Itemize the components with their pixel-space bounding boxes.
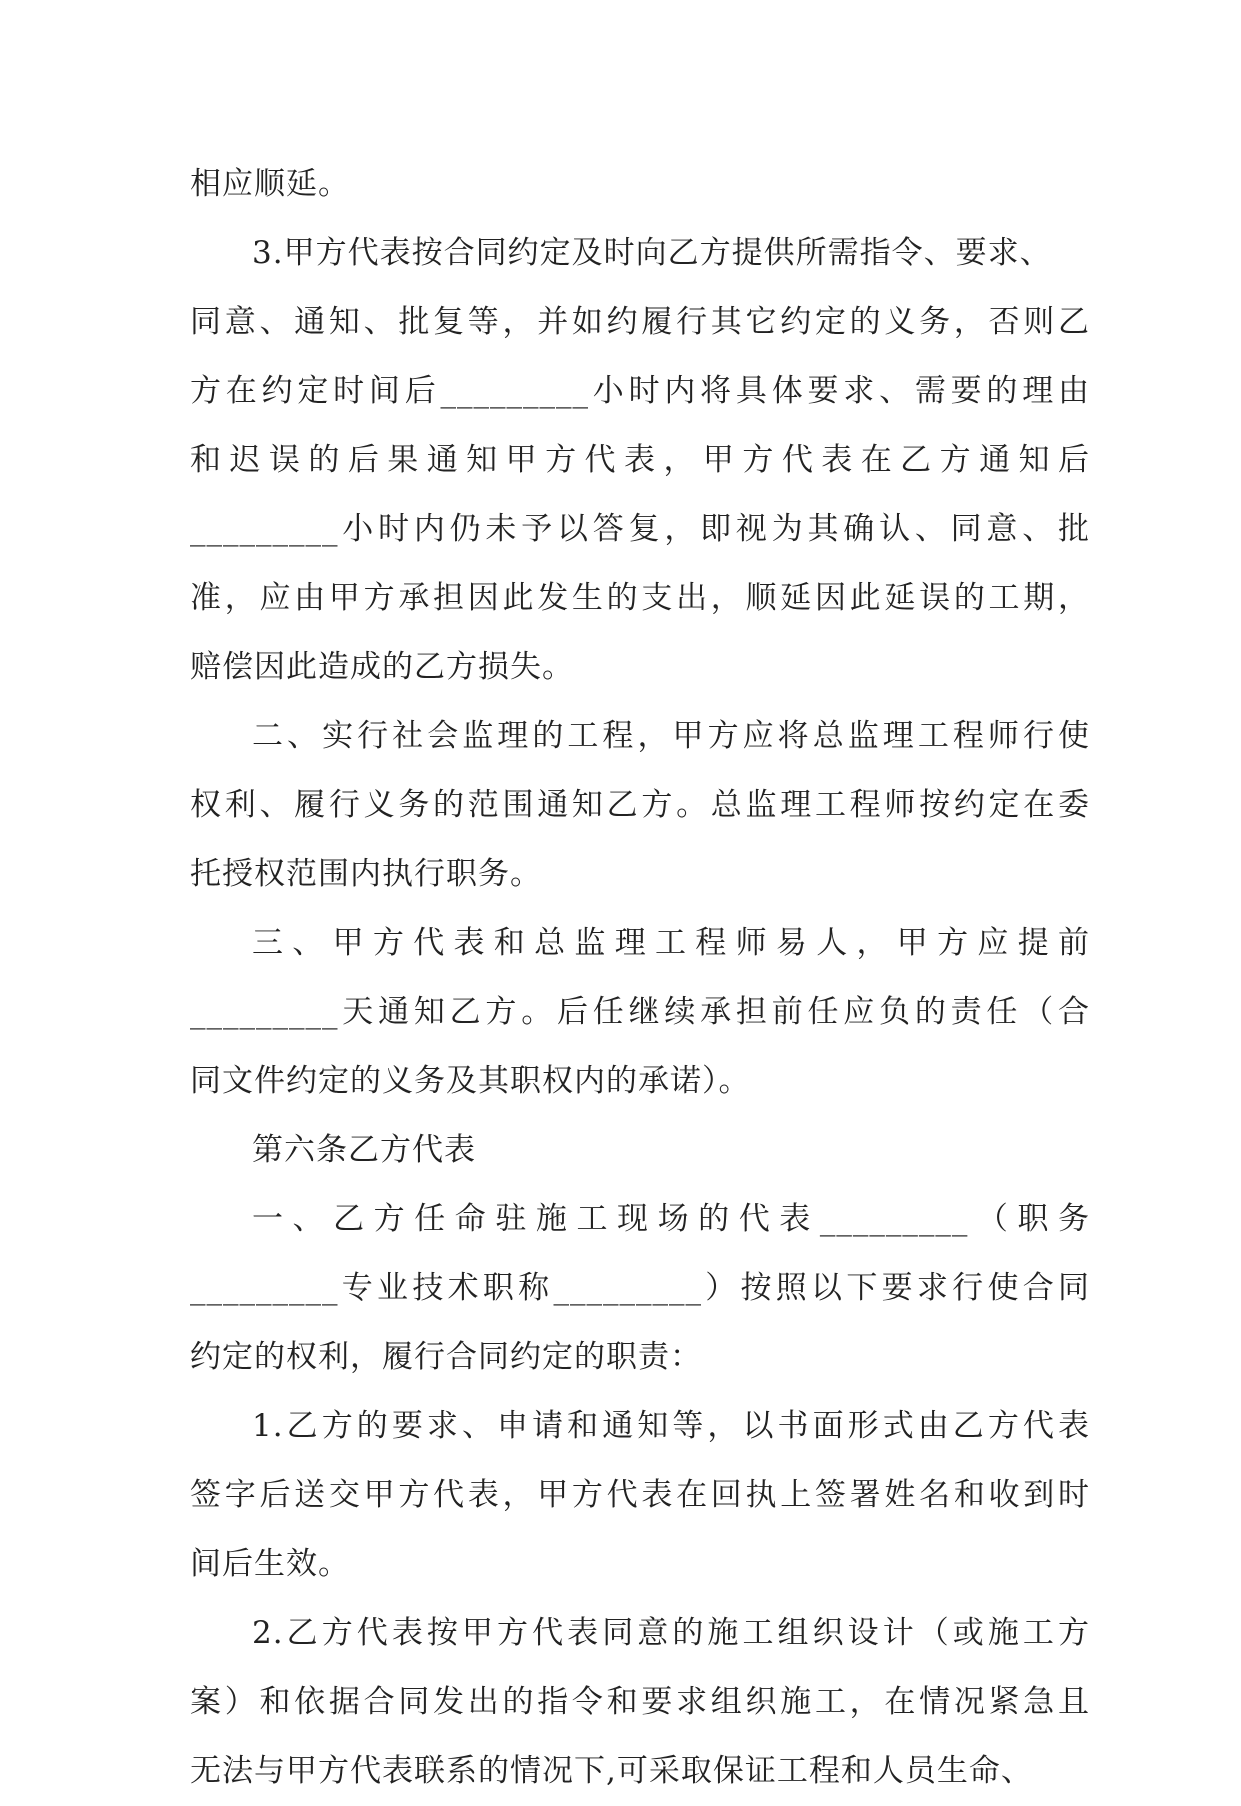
text-line: _________天通知乙方。后任继续承担前任应负的责任（合	[190, 994, 1090, 1030]
text-line: 约定的权利，履行合同约定的职责：	[190, 1339, 702, 1375]
text-line: 权利、履行义务的范围通知乙方。总监理工程师按约定在委	[190, 787, 1090, 823]
text-line: 无法与甲方代表联系的情况下,可采取保证工程和人员生命、	[190, 1753, 1033, 1789]
text-line: 案）和依据合同发出的指令和要求组织施工，在情况紧急且	[190, 1684, 1090, 1720]
text-line: 同意、通知、批复等，并如约履行其它约定的义务，否则乙	[190, 304, 1090, 340]
text-line: 第六条乙方代表	[252, 1132, 476, 1168]
text-line: 三、甲方代表和总监理工程师易人，甲方应提前	[252, 925, 1090, 961]
text-line: 签字后送交甲方代表，甲方代表在回执上签署姓名和收到时	[190, 1477, 1090, 1513]
document-body	[190, 150, 1090, 1806]
text-line: 方在约定时间后_________小时内将具体要求、需要的理由	[190, 373, 1090, 409]
text-line: 赔偿因此造成的乙方损失。	[190, 649, 574, 685]
text-line: _________专业技术职称_________）按照以下要求行使合同	[190, 1270, 1090, 1306]
text-line: 一、乙方任命驻施工现场的代表_________（职务	[252, 1201, 1090, 1237]
text-line: _________小时内仍未予以答复，即视为其确认、同意、批	[190, 511, 1090, 547]
text-line: 同文件约定的义务及其职权内的承诺）。	[190, 1063, 751, 1099]
text-line: 相应顺延。	[190, 166, 350, 202]
text-line: 2.乙方代表按甲方代表同意的施工组织设计（或施工方	[252, 1615, 1090, 1651]
text-line: 1.乙方的要求、申请和通知等，以书面形式由乙方代表	[252, 1408, 1090, 1444]
text-line: 和迟误的后果通知甲方代表，甲方代表在乙方通知后	[190, 442, 1090, 478]
text-line: 间后生效。	[190, 1546, 350, 1582]
text-line: 二、实行社会监理的工程，甲方应将总监理工程师行使	[252, 718, 1090, 754]
text-line: 托授权范围内执行职务。	[190, 856, 542, 892]
text-line: 3.甲方代表按合同约定及时向乙方提供所需指令、要求、	[252, 235, 1052, 271]
text-line: 准，应由甲方承担因此发生的支出，顺延因此延误的工期，	[190, 580, 1090, 616]
